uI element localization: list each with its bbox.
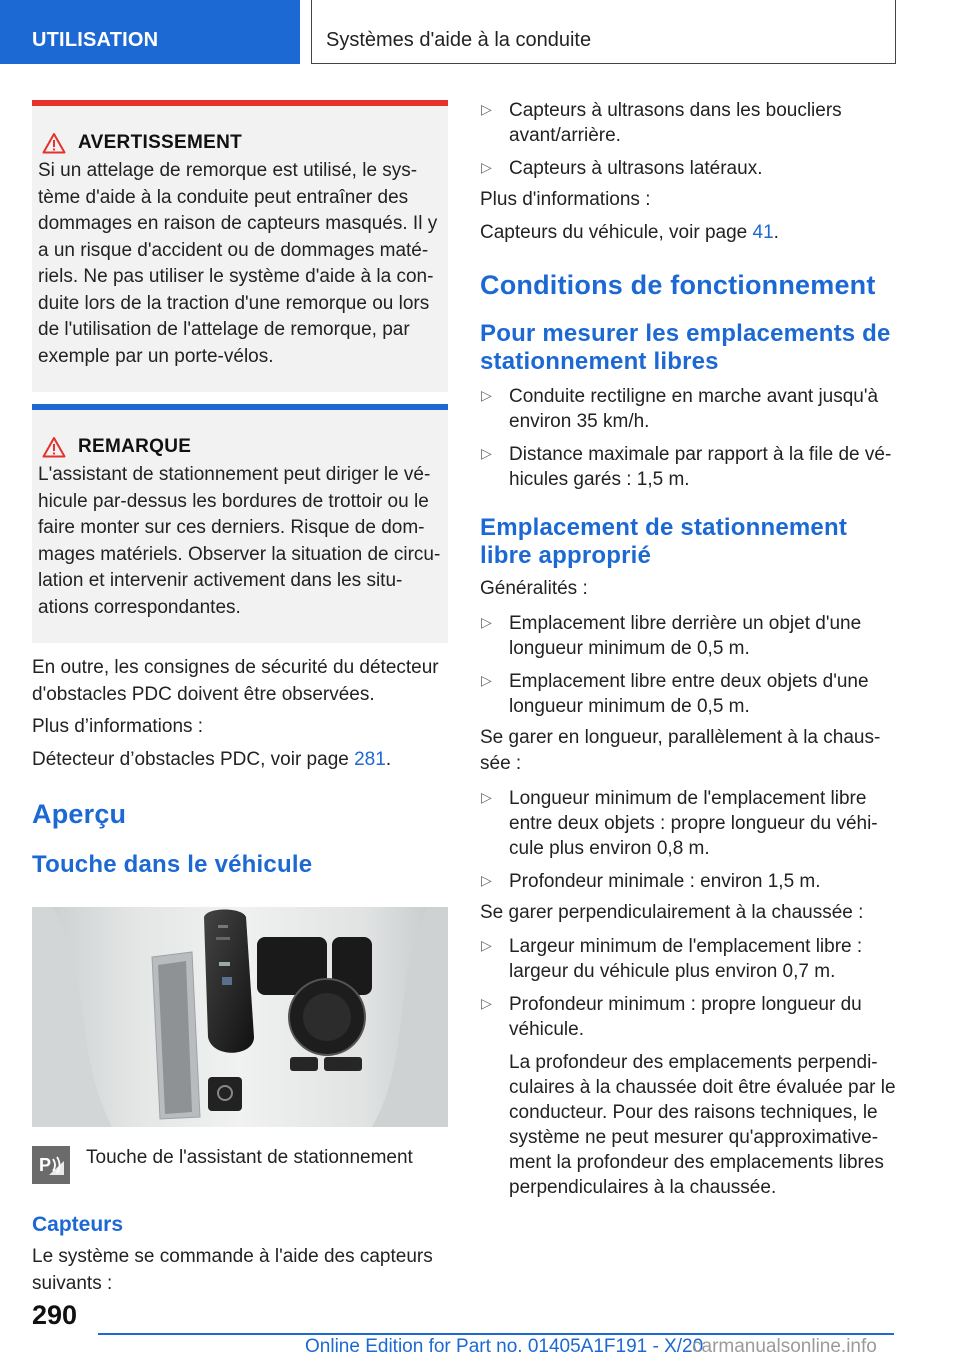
heading-mesurer: Pour mesurer les emplacements de stationnement libres — [480, 320, 891, 375]
list-item: ▷ Capteurs à ultrasons dans les boucliers avant/arrière. — [480, 98, 900, 148]
list-item — [480, 992, 900, 1200]
caution-triangle-icon — [42, 436, 66, 458]
note-title: REMARQUE — [78, 436, 192, 457]
sensor-reference-end: . — [773, 221, 779, 243]
heading-conditions: Conditions de fonctionnement — [480, 270, 876, 300]
list-item: ▷ Emplacement libre entre deux objets d'une longueur minimum de 0,5 m. — [480, 669, 900, 719]
sensor-page-link[interactable]: 41 — [752, 221, 774, 243]
list-item-text: Profondeur minimum : propre longueur du véhicule. — [509, 994, 862, 1040]
list-item: ▷ Profondeur minimale : environ 1,5 m. — [480, 869, 900, 894]
parking-key-caption — [32, 1146, 448, 1184]
svg-text:P: P — [39, 1155, 52, 1175]
list-item: ▷ Conduite rectiligne en marche avant jusqu'à environ 35 km/h. — [480, 384, 900, 434]
pdc-page-link[interactable]: 281 — [354, 748, 386, 770]
pdc-reference-end: . — [385, 748, 392, 770]
edition-text: Online Edition for Part no. 01405A1F191 - X/20 — [305, 1336, 704, 1357]
note-box — [32, 404, 448, 643]
more-info-label: Plus d’informations : — [32, 716, 204, 737]
warning-box — [32, 100, 448, 392]
chapter-title: Systèmes d'aide à la conduite — [326, 29, 592, 51]
center-console-image — [32, 907, 448, 1127]
sensor-reference — [480, 220, 900, 247]
chapter-header — [311, 0, 896, 64]
warning-heading — [32, 132, 448, 154]
section-title: UTILISATION — [32, 29, 159, 51]
note-text: L'assistant de stationnement peut diriger le vé-hicule par-dessus les bordures de trottoir ou le faire monter sur ces derniers. Risque de dom-mages matériels. Observer la situation de circu-lation et intervenir activement dans les situ-ations correspondantes. — [38, 464, 441, 618]
footer-divider — [98, 1333, 894, 1335]
caption-text: Touche de l'assistant de stationnement — [86, 1147, 413, 1168]
capteurs-intro: Le système se commande à l'aide des capteurs suivants : — [32, 1246, 433, 1294]
pdc-safety-paragraph: En outre, les consignes de sécurité du détecteur d'obstacles PDC doivent être observées. — [32, 657, 439, 705]
list-item: ▷ Distance maximale par rapport à la file de vé-hicules garés : 1,5 m. — [480, 442, 900, 492]
list-item: ▷ Largeur minimum de l'emplacement libre : largeur du véhicule plus environ 0,7 m. — [480, 934, 900, 984]
parallel-intro: Se garer en longueur, parallèlement à la chaus-sée : — [480, 726, 881, 774]
heading-emplacement: Emplacement de stationnement libre approprié — [480, 514, 848, 569]
list-item: ▷ Emplacement libre derrière un objet d'une longueur minimum de 0,5 m. — [480, 611, 900, 661]
parallel-list — [480, 786, 900, 894]
watermark: carmanualsonline.info — [692, 1336, 877, 1357]
pdc-reference — [32, 747, 448, 774]
pdc-reference-text: Détecteur d’obstacles PDC, voir page — [32, 748, 355, 770]
left-column — [32, 100, 448, 1297]
warning-text: Si un attelage de remorque est utilisé, le sys-tème d'aide à la conduite peut entraîner des dommages en raison de capteurs masqués. Il y a un risque d'accident ou de dommages maté-riels. Ne pas utiliser le système d'aide à la con-duite lors de la traction d'une remorque ou lors de l'utilisation de l'attelage de remorque, par exemple par un porte-vélos. — [38, 160, 438, 367]
sensor-list — [480, 98, 900, 181]
perpendicular-list — [480, 934, 900, 1200]
mesurer-list — [480, 384, 900, 492]
page-number: 290 — [32, 1300, 78, 1330]
list-item: ▷ Longueur minimum de l'emplacement libre entre deux objets : propre longueur du véhi-cule plus environ 0,8 m. — [480, 786, 900, 861]
heading-capteurs: Capteurs — [32, 1213, 124, 1236]
sensor-reference-text: Capteurs du véhicule, voir page — [480, 221, 753, 243]
warning-triangle-icon — [42, 132, 66, 154]
list-item: ▷ Capteurs à ultrasons latéraux. — [480, 156, 900, 181]
note-heading — [32, 436, 448, 458]
warning-title: AVERTISSEMENT — [78, 132, 243, 153]
more-info-label: Plus d'informations : — [480, 189, 651, 210]
section-tab — [0, 0, 300, 64]
perpendicular-intro: Se garer perpendiculairement à la chaussée : — [480, 901, 864, 923]
heading-touche: Touche dans le véhicule — [32, 851, 313, 878]
generalites-label: Généralités : — [480, 578, 588, 599]
parking-assist-icon — [32, 1146, 70, 1184]
perpendicular-note: La profondeur des emplacements perpendi-culaires à la chaussée doit être évaluée par le conducteur. Pour des raisons techniques, le système ne peut mesurer qu'approximative-ment la profondeur des emplacements libres perpendiculaires à la chaussée. — [509, 1052, 896, 1198]
general-list — [480, 611, 900, 719]
right-column — [480, 98, 900, 1200]
heading-apercu: Aperçu — [32, 799, 127, 829]
